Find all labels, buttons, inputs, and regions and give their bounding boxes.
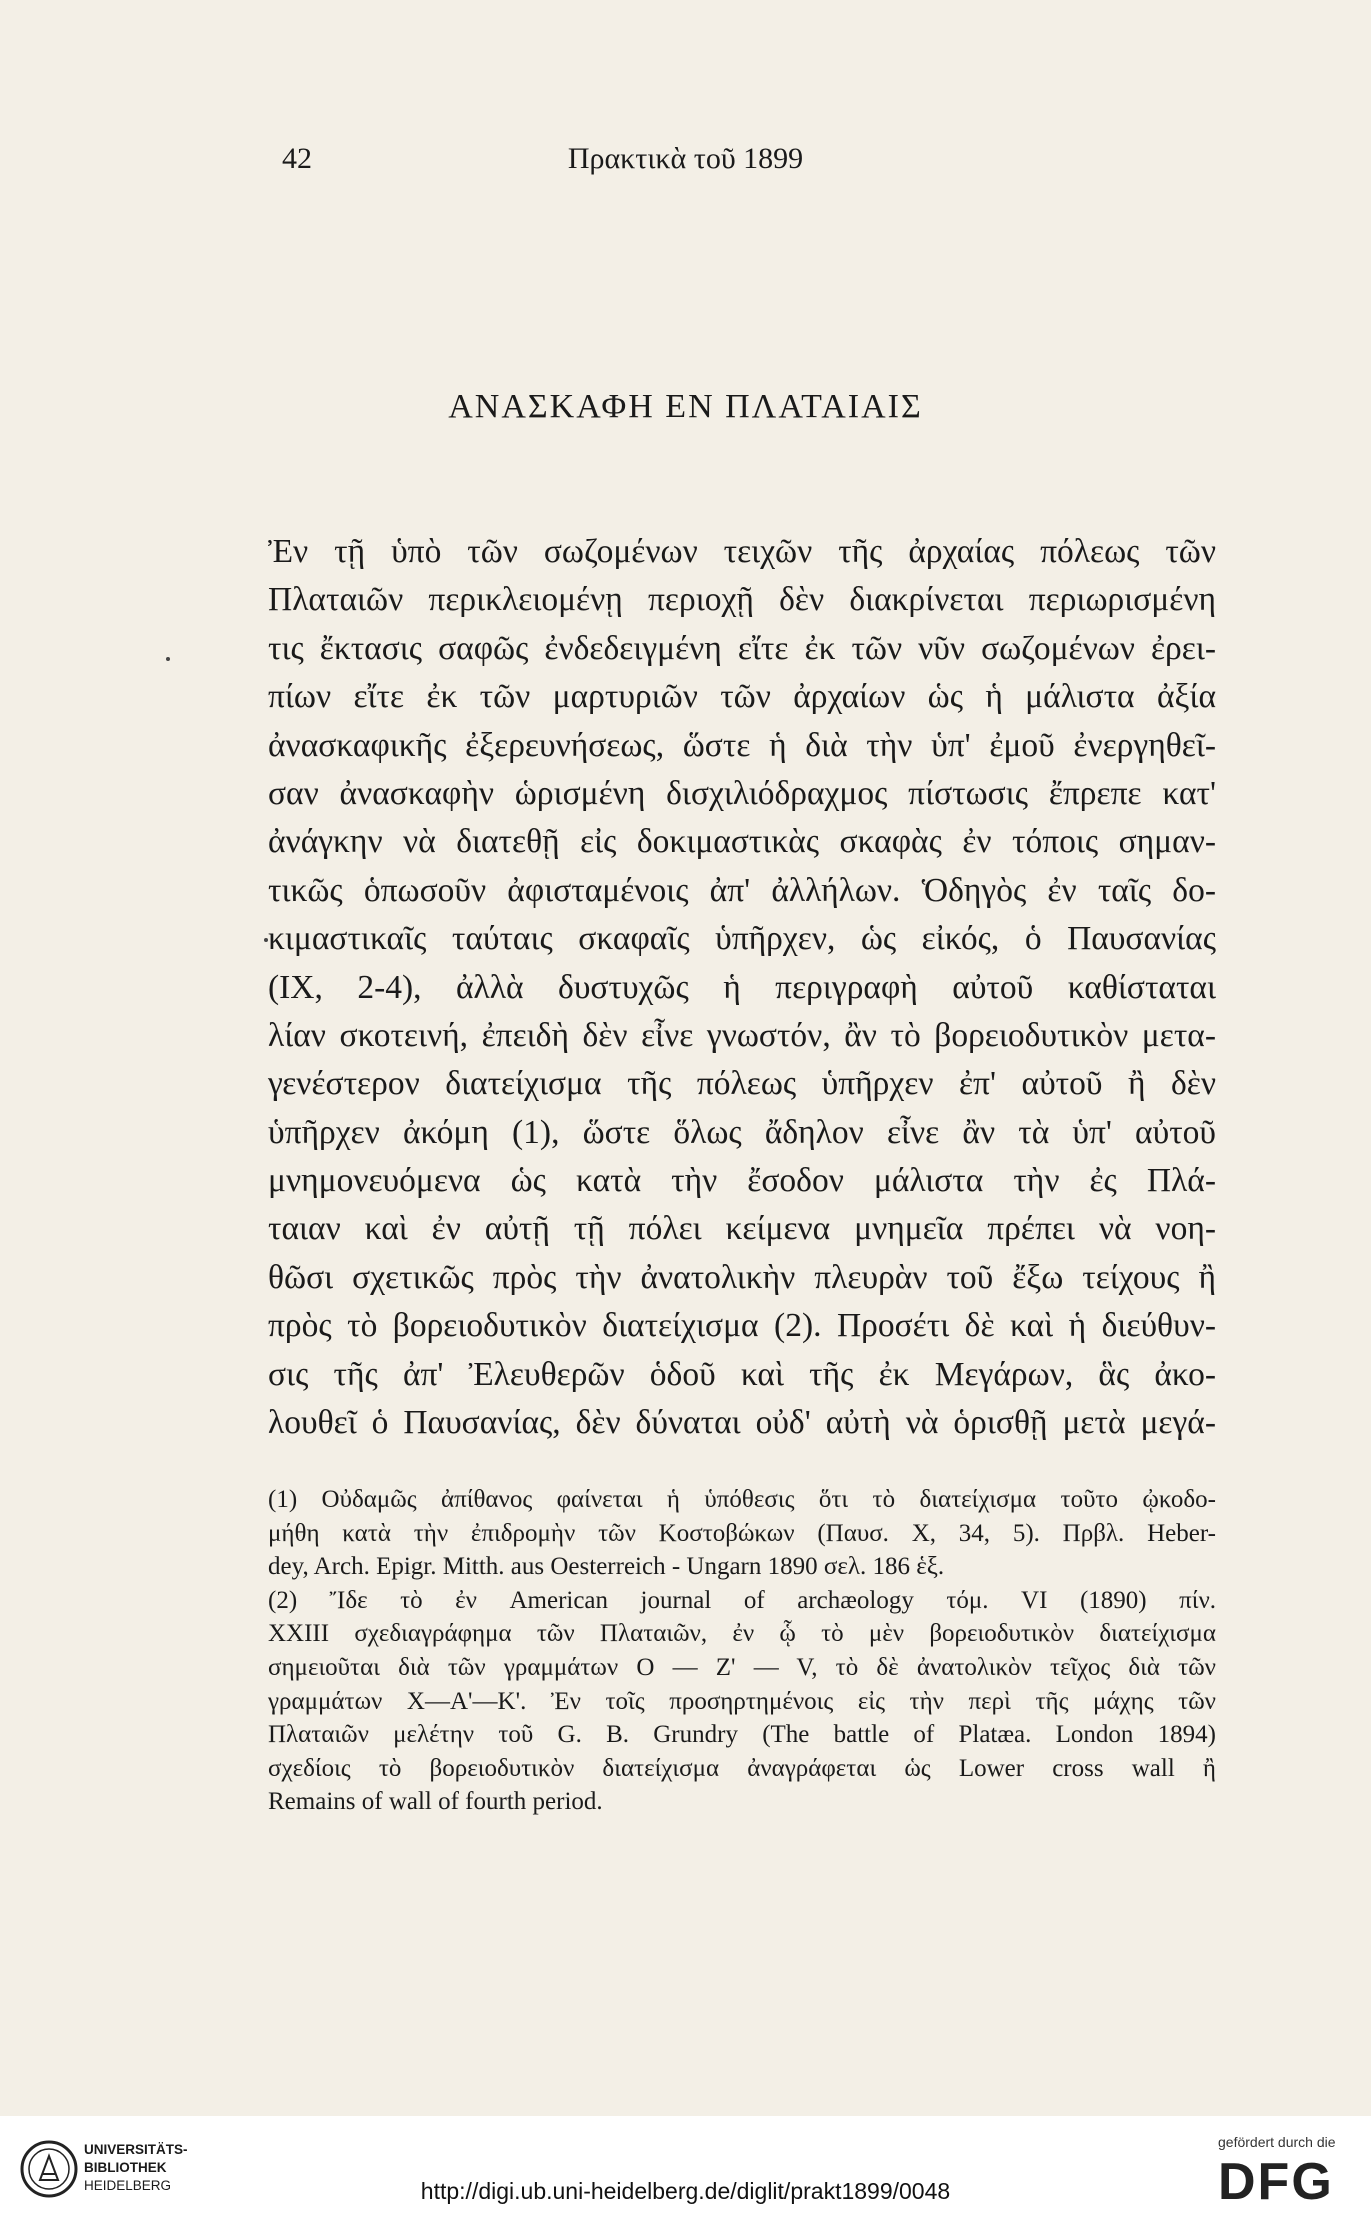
body-line: πίων εἴτε ἐκ τῶν μαρτυριῶν τῶν ἀρχαίων ὡς ἡ μάλιστα ἀξία (268, 678, 1216, 716)
article-title: ΑΝΑΣΚΑΦΗ ΕΝ ΠΛΑΤΑΙΑΙΣ (448, 388, 923, 425)
body-line: Ἐν τῇ ὑπὸ τῶν σωζομένων τειχῶν τῆς ἀρχαίας πόλεως τῶν (268, 533, 1216, 570)
funded-by-label: gefördert durch die (1218, 2134, 1336, 2150)
footnote-line: Remains of wall of fourth period. (268, 1788, 603, 1816)
scan-speck (264, 938, 268, 942)
library-footer (0, 2116, 1371, 2227)
body-line: (IX, 2-4), ἀλλὰ δυστυχῶς ἡ περιγραφὴ αὐτοῦ καθίσταται (268, 968, 1216, 1006)
footnote-line: (1) Οὐδαμῶς ἀπίθανος φαίνεται ἡ ὑπόθεσις ὅτι τὸ διατείχισμα τοῦτο ᾠκοδο- (268, 1486, 1216, 1513)
footnote-line: μήθη κατὰ τὴν ἐπιδρομὴν τῶν Κοστοβώκων (Παυσ. X, 34, 5). Πρβλ. Heber- (268, 1519, 1216, 1547)
footnote-line: dey, Arch. Epigr. Mitth. aus Oesterreich - Ungarn 1890 σελ. 186 ἑξ. (268, 1553, 945, 1581)
body-line: Πλαταιῶν περικλειομένῃ περιοχῇ δὲν διακρίνεται περιωρισμένη (268, 581, 1216, 619)
body-line: κιμαστικαῖς ταύταις σκαφαῖς ὑπῆρχεν, ὡς εἰκός, ὁ Παυσανίας (268, 920, 1216, 958)
body-line: ἀνασκαφικῆς ἐξερευνήσεως, ὥστε ἡ διὰ τὴν ὑπ' ἐμοῦ ἐνεργηθεῖ- (268, 726, 1216, 764)
body-line: τικῶς ὁπωσοῦν ἀφισταμένοις ἀπ' ἀλλήλων. Ὁδηγὸς ἐν ταῖς δο- (268, 871, 1216, 909)
body-line: θῶσι σχετικῶς πρὸς τὴν ἀνατολικὴν πλευρὰν τοῦ ἔξω τείχους ἢ (268, 1258, 1216, 1296)
footnote-line: Πλαταιῶν μελέτην τοῦ G. B. Grundry (The battle of Platæa. London 1894) (268, 1721, 1216, 1749)
footnote-line: (2) Ἴδε τὸ ἐν American journal of archæology τόμ. VI (1890) πίν. (268, 1586, 1216, 1614)
body-line: ὑπῆρχεν ἀκόμη (1), ὥστε ὅλως ἄδηλον εἶνε ἂν τὰ ὑπ' αὐτοῦ (268, 1113, 1216, 1151)
body-line: ἀνάγκην νὰ διατεθῇ εἰς δοκιμαστικὰς σκαφὰς ἐν τόποις σημαν- (268, 823, 1216, 861)
body-line: μνημονευόμενα ὡς κατὰ τὴν ἔσοδον μάλιστα τὴν ἐς Πλά- (268, 1162, 1216, 1200)
body-line: τις ἔκτασις σαφῶς ἐνδεδειγμένη εἴτε ἐκ τῶν νῦν σωζομένων ἐρει- (268, 629, 1216, 667)
footnotes (268, 1483, 1216, 1819)
body-text (268, 528, 1216, 1447)
body-line: λουθεῖ ὁ Παυσανίας, δὲν δύναται οὐδ' αὐτὴ νὰ ὁρισθῇ μετὰ μεγά- (268, 1404, 1216, 1442)
scan-speck (166, 657, 170, 661)
body-line: ταιαν καὶ ἐν αὐτῇ τῇ πόλει κείμενα μνημεῖα πρέπει νὰ νοη- (268, 1210, 1216, 1248)
source-url-link[interactable]: http://digi.ub.uni-heidelberg.de/diglit/prakt1899/0048 (420, 2178, 951, 2204)
page-number: 42 (282, 142, 312, 175)
body-line: σις τῆς ἀπ' Ἐλευθερῶν ὁδοῦ καὶ τῆς ἐκ Μεγάρων, ἃς ἀκο- (268, 1355, 1216, 1393)
footnote-line: γραμμάτων X—A'—K'. Ἐν τοῖς προσηρτημένοις εἰς τὴν περὶ τῆς μάχης τῶν (268, 1687, 1216, 1715)
body-line: λίαν σκοτεινή, ἐπειδὴ δὲν εἶνε γνωστόν, ἂν τὸ βορειοδυτικὸν μετα- (268, 1016, 1216, 1054)
body-line: γενέστερον διατείχισμα τῆς πόλεως ὑπῆρχεν ἐπ' αὐτοῦ ἢ δὲν (268, 1065, 1216, 1103)
body-line: πρὸς τὸ βορειοδυτικὸν διατείχισμα (2). Προσέτι δὲ καὶ ἡ διεύθυν- (268, 1307, 1216, 1345)
library-name: UNIVERSITÄTS- BIBLIOTHEK HEIDELBERG (84, 2142, 188, 2193)
footnote-line: σχεδίοις τὸ βορειοδυτικὸν διατείχισμα ἀναγράφεται ὡς Lower cross wall ἢ (268, 1754, 1216, 1782)
body-line: σαν ἀνασκαφὴν ὡρισμένη δισχιλιόδραχμος πίστωσις ἔπρεπε κατ' (268, 774, 1216, 812)
page-header (0, 142, 1371, 182)
dfg-logo: DFG (1218, 2153, 1334, 2211)
running-title: Πρακτικὰ τοῦ 1899 (567, 142, 804, 175)
footnote-line: σημειοῦται διὰ τῶν γραμμάτων O — Z' — V, τὸ δὲ ἀνατολικὸν τεῖχος διὰ τῶν (268, 1653, 1216, 1681)
footnote-line: XXIII σχεδιαγράφημα τῶν Πλαταιῶν, ἐν ᾧ τὸ μὲν βορειοδυτικὸν διατείχισμα (268, 1620, 1216, 1648)
